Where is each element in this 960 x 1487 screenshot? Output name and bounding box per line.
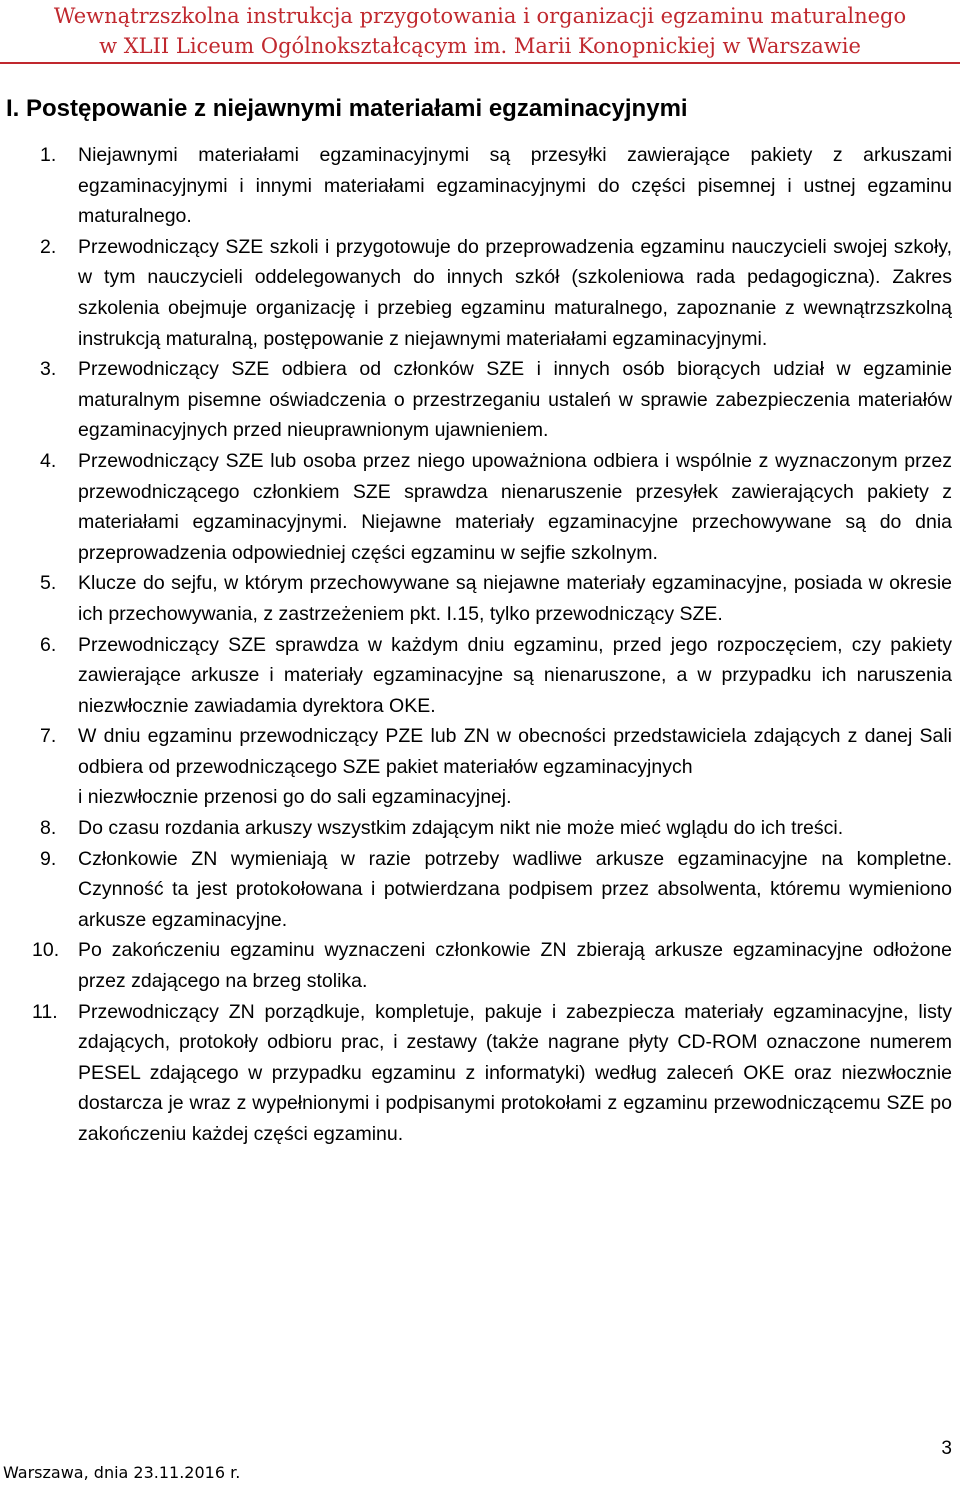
- list-item-text: Do czasu rozdania arkuszy wszystkim zdającym nikt nie może mieć wglądu do ich treści.: [78, 817, 844, 840]
- list-item-number: 6.: [40, 633, 57, 656]
- header-title-line-2: w XLII Liceum Ogólnokształcącym im. Marii Konopnickiej w Warszawie: [99, 34, 861, 58]
- list-item-number: 3.: [40, 358, 57, 381]
- list-item-text: Przewodniczący SZE sprawdza w każdym dniu egzaminu, przed jego rozpoczęciem, czy pakiety zawierające arkusze i materiały egzaminacyjne są nienaruszone, a w przypadku ich naruszenia niezwłocznie zawiadamia dyrektora OKE.: [78, 633, 952, 717]
- list-item-number: 10.: [32, 939, 60, 962]
- list-item-7: [0, 721, 952, 813]
- list-item-text: Po zakończeniu egzaminu wyznaczeni członkowie ZN zbierają arkusze egzaminacyjne odłożone przez zdającego na brzeg stolika.: [78, 939, 952, 993]
- list-item-text: Przewodniczący ZN porządkuje, kompletuje, pakuje i zabezpiecza materiały egzaminacyjne, listy zdających, protokoły odbioru prac, i zestawy (także nagrane płyty CD-ROM oznaczone numerem PESEL zdającego w przypadku egzaminu z informatyki) według zaleceń OKE oraz niezwłocznie dostarcza je wraz z wypełnionymi i podpisanymi protokołami z egzaminu przewodniczącemu SZE po zakończeniu każdej części egzaminu.: [78, 1000, 952, 1145]
- list-item-text: Przewodniczący SZE lub osoba przez niego upoważniona odbiera i wspólnie z wyznaczonym przez przewodniczącego członkiem SZE sprawdza nienaruszenie przesyłek zawierających pakiety z materiałami egzaminacyjnymi. Niejawne materiały egzaminacyjne przechowywane są do dnia przeprowadzenia odpowiedniej części egzaminu w sejfie szkolnym.: [78, 449, 952, 564]
- numbered-list: [0, 140, 952, 1150]
- header-divider: [0, 62, 960, 64]
- list-item-number: 8.: [40, 817, 57, 840]
- list-item-3: [0, 354, 952, 446]
- list-item-8: [0, 813, 952, 844]
- list-item-number: 11.: [32, 1000, 58, 1023]
- list-item-text: Przewodniczący SZE szkoli i przygotowuje do przeprowadzenia egzaminu nauczycieli swojej szkoły, w tym nauczycieli oddelegowanych do innych szkół (szkoleniowa rada pedagogiczna). Zakres szkolenia obejmuje organizację i przebieg egzaminu maturalnego, zapoznanie z wewnątrzszkolną instrukcją maturalną, postępowanie z niejawnymi materiałami egzaminacyjnymi.: [78, 235, 952, 350]
- list-item-4: [0, 446, 952, 568]
- list-item-number: 5.: [40, 572, 57, 595]
- footer-date: Warszawa, dnia 23.11.2016 r.: [3, 1463, 241, 1482]
- list-item-number: 9.: [40, 847, 57, 870]
- list-item-5: [0, 568, 952, 629]
- list-item-11: [0, 997, 952, 1150]
- list-item-text: W dniu egzaminu przewodniczący PZE lub ZN w obecności przedstawiciela zdających z danej Sali odbiera od przewodniczącego SZE pakiet materiałów egzaminacyjnych: [78, 725, 952, 778]
- list-item-6: [0, 630, 952, 722]
- page-number: 3: [941, 1438, 952, 1459]
- section-title: I. Postępowanie z niejawnymi materiałami egzaminacyjnymi: [6, 95, 688, 122]
- list-item-text: Klucze do sejfu, w którym przechowywane są niejawne materiały egzaminacyjne, posiada w okresie ich przechowywania, z zastrzeżeniem pkt. I.15, tylko przewodniczący SZE.: [78, 572, 952, 625]
- list-item-text-continuation: i niezwłocznie przenosi go do sali egzaminacyjnej.: [78, 786, 512, 809]
- list-item-text: Członkowie ZN wymieniają w razie potrzeby wadliwe arkusze egzaminacyjne na kompletne. Czynność ta jest protokołowana i potwierdzana podpisem przez absolwenta, któremu wymieniono arkusze egzaminacyjne.: [78, 847, 952, 931]
- list-item-9: [0, 844, 952, 936]
- list-item-text: Niejawnymi materiałami egzaminacyjnymi są przesyłki zawierające pakiety z arkuszami egzaminacyjnymi i innymi materiałami egzaminacyjnymi do części pisemnej i ustnej egzaminu maturalnego.: [78, 144, 952, 228]
- list-item-text: Przewodniczący SZE odbiera od członków SZE i innych osób biorących udział w egzaminie maturalnym pisemne oświadczenia o przestrzeganiu ustaleń w sprawie zabezpieczenia materiałów egzaminacyjnych przed nieuprawnionym ujawnieniem.: [78, 358, 952, 442]
- list-item-1: [0, 140, 952, 232]
- list-item-number: 1.: [40, 144, 57, 166]
- list-item-2: [0, 232, 952, 354]
- list-item-10: [0, 935, 952, 996]
- header-title-line-1: Wewnątrzszkolna instrukcja przygotowania i organizacji egzaminu maturalnego: [53, 4, 907, 28]
- list-item-number: 2.: [40, 235, 57, 258]
- list-item-number: 4.: [40, 449, 57, 472]
- list-item-number: 7.: [40, 725, 57, 748]
- document-header: [0, 0, 960, 61]
